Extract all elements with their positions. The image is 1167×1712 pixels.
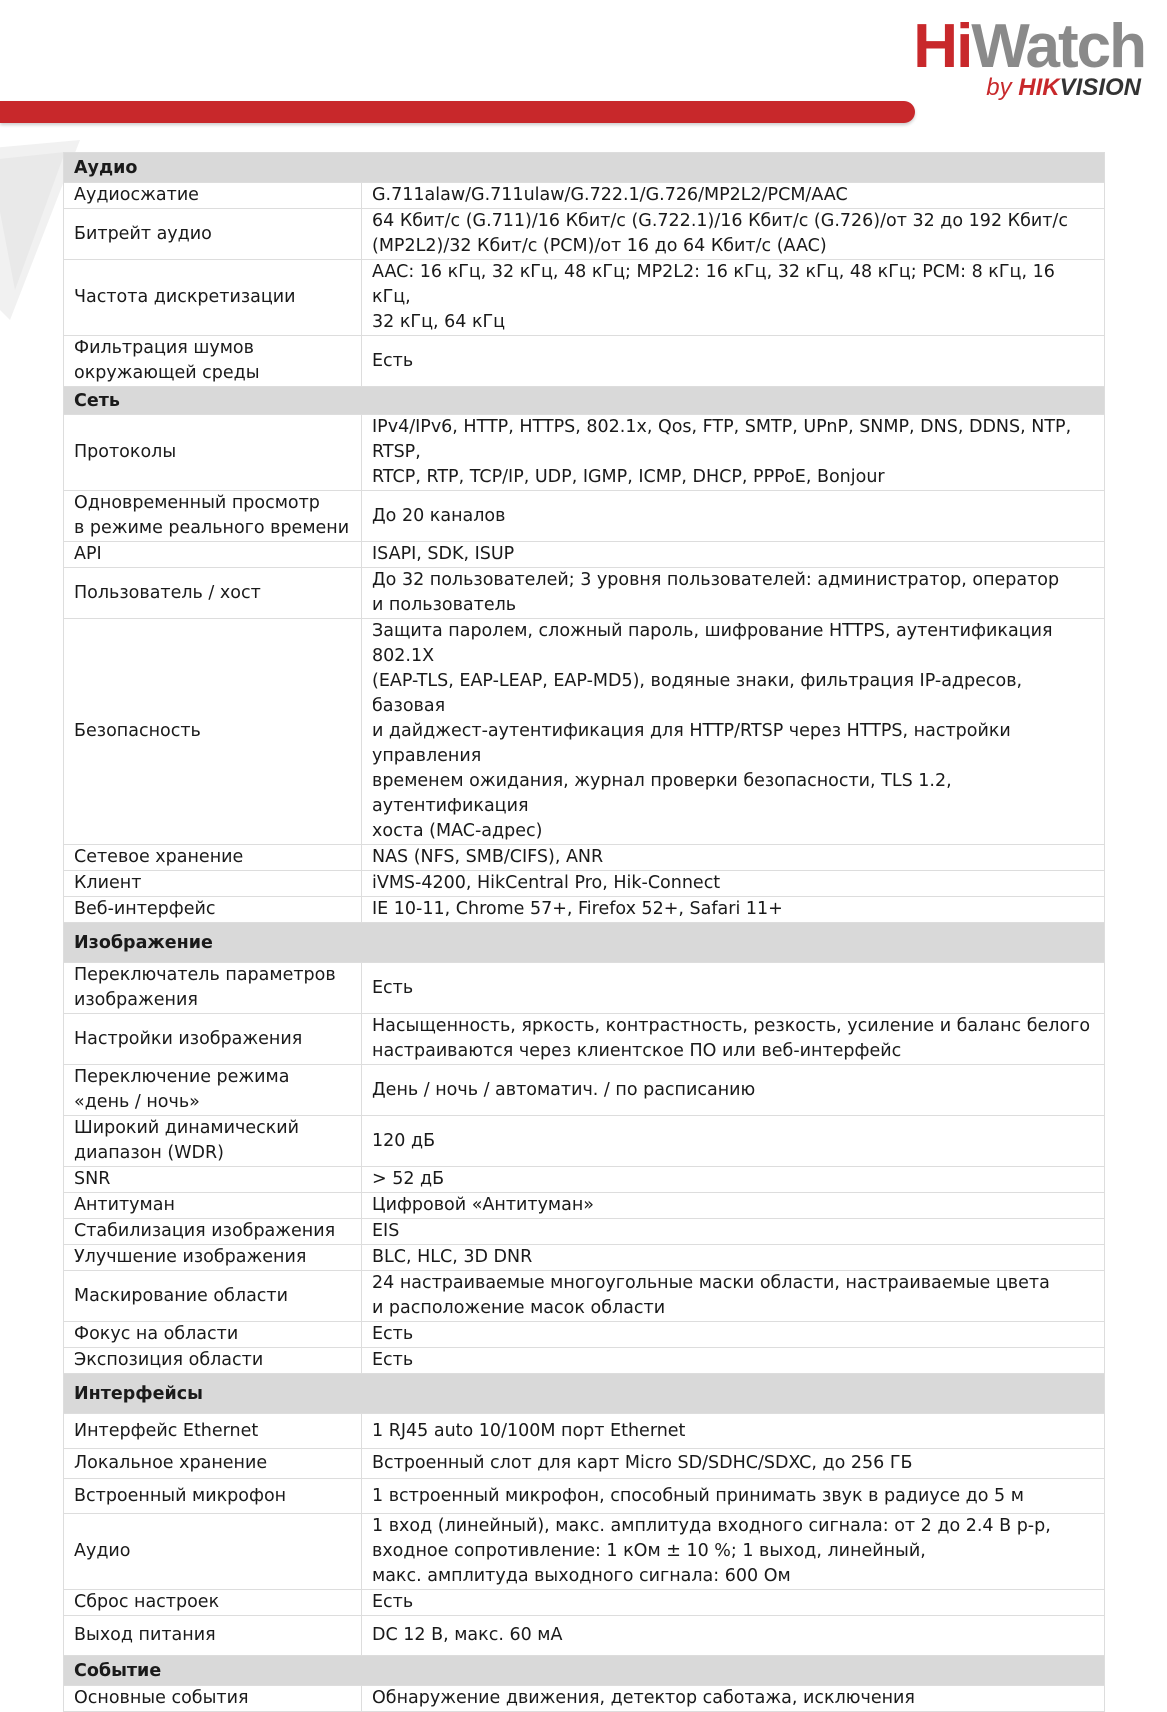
spec-label [64, 1414, 362, 1449]
spec-value-line: (EAP-TLS, EAP-LEAP, EAP-MD5), водяные знаки, фильтрация IP-адресов, базовая [372, 671, 1023, 716]
logo-by: by [986, 74, 1019, 101]
spec-label-line: Частота дискретизации [74, 287, 296, 307]
spec-value-line: Обнаружение движения, детектор саботажа, исключения [372, 1688, 915, 1708]
spec-value-line: 120 дБ [372, 1130, 436, 1151]
spec-value-line: Есть [372, 1324, 414, 1344]
spec-label-line: Сброс настроек [74, 1592, 220, 1612]
spec-value-line: хоста (MAC-адрес) [372, 821, 543, 841]
spec-value [362, 1449, 1105, 1479]
logo-byline [986, 74, 1141, 102]
spec-value [362, 260, 1105, 336]
spec-label [64, 1479, 362, 1514]
spec-table [63, 152, 1105, 1712]
spec-label [64, 1616, 362, 1656]
spec-value-line: временем ожидания, журнал проверки безопасности, TLS 1.2, аутентификация [372, 771, 952, 816]
spec-label-line: Аудио [74, 1541, 131, 1561]
hiwatch-logo [905, 12, 1155, 107]
spec-value [362, 491, 1105, 542]
spec-label [64, 871, 362, 897]
spec-value-line: и дайджест-аутентификация для HTTP/RTSP через HTTPS, настройки управления [372, 721, 1011, 766]
spec-row [64, 1219, 1105, 1245]
spec-label-line: диапазон (WDR) [74, 1143, 224, 1163]
spec-value-line: ISAPI, SDK, ISUP [372, 544, 515, 564]
spec-value [362, 619, 1105, 845]
spec-label-line: Фильтрация шумов [74, 338, 254, 358]
spec-value-line: День / ночь / автоматич. / по расписанию [372, 1079, 756, 1100]
spec-label [64, 1245, 362, 1271]
section-header [64, 923, 1105, 963]
spec-row [64, 209, 1105, 260]
spec-value-line: входное сопротивление: 1 кОм ± 10 %; 1 выход, линейный, [372, 1541, 926, 1561]
spec-value [362, 1065, 1105, 1116]
spec-label-line: Интерфейс Ethernet [74, 1420, 259, 1441]
spec-label [64, 415, 362, 491]
spec-value [362, 1686, 1105, 1712]
spec-value [362, 1322, 1105, 1348]
spec-row [64, 415, 1105, 491]
spec-value [362, 845, 1105, 871]
spec-value-line: AAC: 16 кГц, 32 кГц, 48 кГц; MP2L2: 16 кГц, 32 кГц, 48 кГц; PCM: 8 кГц, 16 кГц, [372, 262, 1055, 307]
section-header [64, 1656, 1105, 1686]
spec-row [64, 1616, 1105, 1656]
spec-label [64, 491, 362, 542]
spec-label-line: Сетевое хранение [74, 847, 244, 867]
spec-label-line: в режиме реального времени [74, 518, 350, 538]
spec-value [362, 1271, 1105, 1322]
spec-value-line: Есть [372, 1350, 414, 1370]
spec-label [64, 1167, 362, 1193]
spec-row [64, 1245, 1105, 1271]
spec-row [64, 568, 1105, 619]
spec-label [64, 568, 362, 619]
spec-label-line: Настройки изображения [74, 1028, 303, 1049]
spec-value-line: > 52 дБ [372, 1169, 445, 1189]
spec-value-line: 24 настраиваемые многоугольные маски области, настраиваемые цвета [372, 1273, 1050, 1293]
spec-value [362, 568, 1105, 619]
spec-value-line: макс. амплитуда выходного сигнала: 600 Ом [372, 1566, 791, 1586]
spec-value [362, 336, 1105, 387]
spec-table-body [64, 153, 1105, 1712]
spec-label-line: Экспозиция области [74, 1350, 264, 1370]
spec-value-line: До 32 пользователей; 3 уровня пользователей: администратор, оператор [372, 570, 1060, 590]
logo-vision: VISION [1059, 74, 1141, 101]
spec-label [64, 336, 362, 387]
section-title: Сеть [64, 387, 1105, 415]
spec-row [64, 1014, 1105, 1065]
spec-row [64, 963, 1105, 1014]
spec-label [64, 542, 362, 568]
spec-value [362, 963, 1105, 1014]
spec-value-line: 1 встроенный микрофон, способный принимать звук в радиусе до 5 м [372, 1485, 1024, 1506]
spec-value [362, 1348, 1105, 1374]
spec-label-line: Локальное хранение [74, 1453, 268, 1473]
spec-row [64, 183, 1105, 209]
spec-row [64, 1414, 1105, 1449]
spec-value-line: 1 вход (линейный), макс. амплитуда входного сигнала: от 2 до 2.4 В р-р, [372, 1516, 1051, 1536]
spec-value [362, 1616, 1105, 1656]
spec-value-line: Есть [372, 1592, 414, 1612]
spec-label [64, 1449, 362, 1479]
spec-value-line: Есть [372, 977, 414, 998]
spec-label-line: Маскирование области [74, 1285, 288, 1306]
spec-label-line: Антитуман [74, 1195, 175, 1215]
spec-label-line: Пользователь / хост [74, 582, 261, 603]
spec-label-line: Широкий динамический [74, 1118, 300, 1138]
spec-label [64, 897, 362, 923]
spec-label-line: Улучшение изображения [74, 1247, 307, 1267]
spec-label-line: Битрейт аудио [74, 223, 212, 244]
spec-row [64, 1514, 1105, 1590]
spec-label [64, 1348, 362, 1374]
spec-value [362, 1167, 1105, 1193]
spec-row [64, 260, 1105, 336]
spec-label-line: SNR [74, 1169, 111, 1189]
spec-label-line: API [74, 544, 102, 564]
spec-label [64, 260, 362, 336]
spec-value-line: NAS (NFS, SMB/CIFS), ANR [372, 847, 604, 867]
spec-label-line: Веб-интерфейс [74, 899, 216, 919]
spec-row [64, 491, 1105, 542]
spec-value [362, 415, 1105, 491]
spec-value-line: До 20 каналов [372, 505, 506, 526]
spec-value-line: 64 Кбит/с (G.711)/16 Кбит/с (G.722.1)/16 Кбит/с (G.726)/от 32 до 192 Кбит/с [372, 211, 1068, 231]
spec-label-line: Встроенный микрофон [74, 1485, 287, 1506]
spec-value [362, 897, 1105, 923]
spec-value-line: и пользователь [372, 595, 517, 615]
spec-label [64, 1590, 362, 1616]
spec-label [64, 845, 362, 871]
spec-label-line: Стабилизация изображения [74, 1221, 336, 1241]
spec-row [64, 1449, 1105, 1479]
spec-value-line: G.711alaw/G.711ulaw/G.722.1/G.726/MP2L2/PCM/AAC [372, 185, 848, 205]
spec-label [64, 1193, 362, 1219]
spec-label [64, 1116, 362, 1167]
spec-value-line: и расположение масок области [372, 1298, 666, 1318]
logo-hi: Hi [913, 12, 972, 81]
section-header [64, 387, 1105, 415]
spec-label-line: Одновременный просмотр [74, 493, 320, 513]
spec-label-line: Клиент [74, 873, 142, 893]
spec-label-line: Переключатель параметров [74, 965, 336, 985]
spec-label-line: Переключение режима [74, 1067, 290, 1087]
spec-label [64, 1322, 362, 1348]
spec-value [362, 1414, 1105, 1449]
spec-value [362, 1514, 1105, 1590]
spec-row [64, 542, 1105, 568]
spec-label [64, 183, 362, 209]
spec-value [362, 1116, 1105, 1167]
section-title: Аудио [64, 153, 1105, 183]
spec-label-line: Основные события [74, 1688, 249, 1708]
spec-label [64, 1514, 362, 1590]
spec-label [64, 209, 362, 260]
spec-label [64, 963, 362, 1014]
spec-row [64, 619, 1105, 845]
logo-wordmark [913, 12, 1145, 82]
spec-value-line: Цифровой «Антитуман» [372, 1195, 595, 1215]
spec-label [64, 1014, 362, 1065]
spec-value-line: Есть [372, 350, 414, 371]
spec-row [64, 1348, 1105, 1374]
spec-label-line: Выход питания [74, 1625, 216, 1645]
spec-label-line: Фокус на области [74, 1324, 239, 1344]
spec-row [64, 1167, 1105, 1193]
spec-value-line: iVMS-4200, HikCentral Pro, Hik-Connect [372, 873, 721, 893]
spec-row [64, 871, 1105, 897]
section-title: Событие [64, 1656, 1105, 1686]
spec-value [362, 1193, 1105, 1219]
section-header [64, 1374, 1105, 1414]
spec-label [64, 1219, 362, 1245]
spec-value-line: Встроенный слот для карт Micro SD/SDHC/SDXC, до 256 ГБ [372, 1453, 913, 1473]
spec-value [362, 183, 1105, 209]
spec-row [64, 1271, 1105, 1322]
spec-value-line: IPv4/IPv6, HTTP, HTTPS, 802.1x, Qos, FTP, SMTP, UPnP, SNMP, DNS, DDNS, NTP, RTSP, [372, 417, 1072, 462]
spec-value-line: настраиваются через клиентское ПО или веб-интерфейс [372, 1041, 902, 1061]
spec-value-line: RTCP, RTP, TCP/IP, UDP, IGMP, ICMP, DHCP, PPPoE, Bonjour [372, 467, 885, 487]
spec-value [362, 1219, 1105, 1245]
spec-row [64, 1116, 1105, 1167]
section-title: Изображение [64, 923, 1105, 963]
spec-row [64, 1590, 1105, 1616]
spec-value [362, 1245, 1105, 1271]
spec-label-line: Аудиосжатие [74, 185, 199, 205]
spec-value [362, 1590, 1105, 1616]
spec-row [64, 1686, 1105, 1712]
header-red-bar [0, 101, 915, 123]
logo-hik: HIK [1018, 74, 1060, 101]
spec-row [64, 1322, 1105, 1348]
spec-value-line: EIS [372, 1221, 400, 1241]
spec-row [64, 1065, 1105, 1116]
spec-value-line: (MP2L2)/32 Кбит/с (PCM)/от 16 до 64 Кбит/с (AAC) [372, 236, 827, 256]
spec-label [64, 1065, 362, 1116]
spec-value-line: BLC, HLC, 3D DNR [372, 1247, 533, 1267]
spec-row [64, 897, 1105, 923]
logo-watch: Watch [971, 12, 1145, 81]
spec-label [64, 619, 362, 845]
spec-value-line: Насыщенность, яркость, контрастность, резкость, усиление и баланс белого [372, 1016, 1091, 1036]
spec-row [64, 1193, 1105, 1219]
spec-label-line: Безопасность [74, 721, 201, 741]
spec-label-line: изображения [74, 990, 198, 1010]
spec-value [362, 1014, 1105, 1065]
spec-value-line: 32 кГц, 64 кГц [372, 312, 506, 332]
section-header [64, 153, 1105, 183]
spec-value-line: DC 12 В, макс. 60 мА [372, 1625, 563, 1645]
spec-value [362, 542, 1105, 568]
spec-label-line: окружающей среды [74, 363, 260, 383]
spec-value [362, 1479, 1105, 1514]
spec-label-line: Протоколы [74, 442, 177, 462]
spec-value-line: IE 10-11, Chrome 57+, Firefox 52+, Safari 11+ [372, 899, 783, 919]
section-title: Интерфейсы [64, 1374, 1105, 1414]
spec-value [362, 209, 1105, 260]
spec-value-line: 1 RJ45 auto 10/100M порт Ethernet [372, 1420, 686, 1441]
spec-label [64, 1686, 362, 1712]
spec-row [64, 845, 1105, 871]
spec-row [64, 336, 1105, 387]
spec-row [64, 1479, 1105, 1514]
spec-value-line: Защита паролем, сложный пароль, шифрование HTTPS, аутентификация 802.1X [372, 621, 1053, 666]
spec-label-line: «день / ночь» [74, 1092, 200, 1112]
spec-label [64, 1271, 362, 1322]
spec-value [362, 871, 1105, 897]
